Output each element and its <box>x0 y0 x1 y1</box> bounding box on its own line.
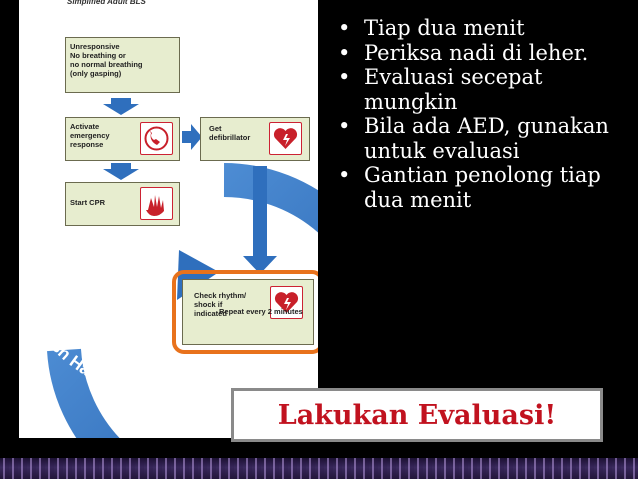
bullet-item: • Gantian penolong tiap dua menit <box>330 163 635 212</box>
repeat-interval-label: Repeat every 2 minutes <box>219 307 303 316</box>
bls-algorithm-figure <box>19 0 318 438</box>
decorative-footer-strip <box>0 458 638 479</box>
step-defibrillator-label: Get defibrillator <box>209 124 251 142</box>
step-start-cpr-label: Start CPR <box>70 198 106 207</box>
step-check-rhythm-label: Check rhythm/ shock if indicated <box>194 291 247 318</box>
bullet-item: • Tiap dua menit <box>330 16 635 41</box>
bullet-item: • Bila ada AED, gunakan untuk evaluasi <box>330 114 635 163</box>
figure-title: Simplified Adult BLS <box>67 0 146 6</box>
bullet-item: • Evaluasi secepat mungkin <box>330 65 635 114</box>
step-activate-label: Activate emergency response <box>70 122 110 149</box>
push-hard-push-fast-text: Push Hard • Push Fast <box>33 321 198 401</box>
bullet-item: • Periksa nadi di leher. <box>330 41 635 66</box>
bullet-list <box>330 16 635 212</box>
step-unresponsive-label: Unresponsive No breathing or no normal breathing (only gasping) <box>70 42 143 78</box>
arc-text-layer <box>19 0 318 438</box>
callout-text: Lakukan Evaluasi! <box>277 399 557 431</box>
callout-box <box>231 388 603 442</box>
